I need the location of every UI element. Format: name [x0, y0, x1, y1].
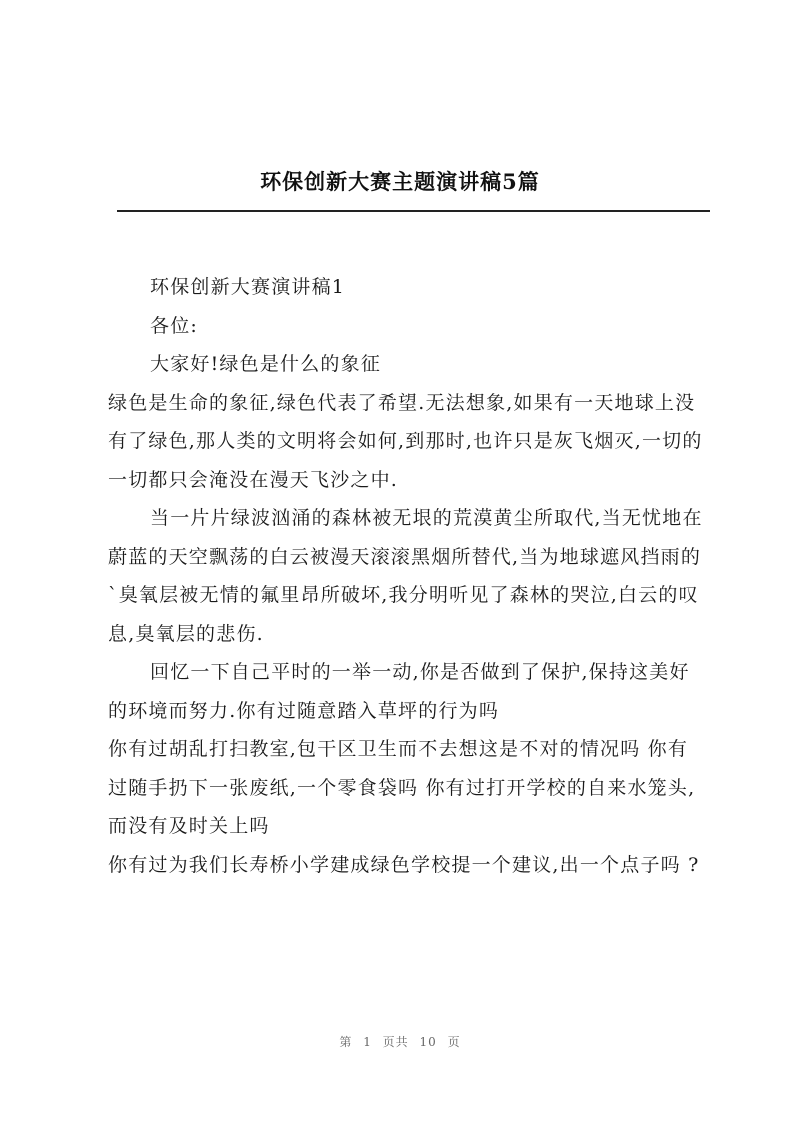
document-title: 环保创新大赛主题演讲稿5篇: [260, 169, 540, 194]
paragraph-green-meaning: 绿色是生命的象征,绿色代表了希望.无法想象,如果有一天地球上没有了绿色,那人类的文明将会如何,到那时,也许只是灰飞烟灭,一切的一切都只会淹没在漫天飞沙之中.: [108, 391, 703, 491]
paragraph-reflection: 回忆一下自己平时的一举一动,你是否做到了保护,保持这美好的环境而努力.你有过随意踏入草坪的行为吗: [108, 661, 690, 722]
paragraph-speech-heading: 环保创新大赛演讲稿1: [150, 276, 346, 298]
document-body: [108, 268, 708, 884]
paragraph-suggestion: 你有过为我们长寿桥小学建成绿色学校提一个建议,出一个点子吗 ?: [108, 853, 700, 876]
paragraph-salutation: 各位:: [150, 314, 199, 337]
title-divider: [117, 210, 710, 212]
paragraph-greeting: 大家好!绿色是什么的象征: [150, 353, 382, 375]
page-number-footer: 第 1 页共 10 页: [339, 1035, 461, 1049]
paragraph-forest-lament: 当一片片绿波汹涌的森林被无垠的荒漠黄尘所取代,当无忧地在蔚蓝的天空飘荡的白云被漫天滚滚黑烟所替代,当为地球遮风挡雨的`臭氧层被无情的氟里昂所破坏,我分明听见了森林的哭泣,白云的叹息,臭氧层的悲伤.: [108, 507, 703, 645]
paragraph-questions: 你有过胡乱打扫教室,包干区卫生而不去想这是不对的情况吗 你有过随手扔下一张废纸,一个零食袋吗 你有过打开学校的自来水笼头,而没有及时关上吗: [108, 738, 696, 837]
